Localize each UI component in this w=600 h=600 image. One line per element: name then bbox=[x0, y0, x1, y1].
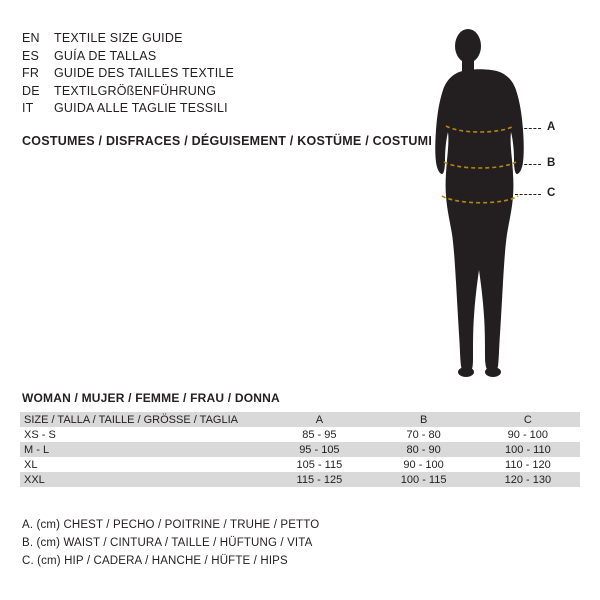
cell-size: XS - S bbox=[24, 428, 56, 441]
language-code: IT bbox=[22, 101, 34, 115]
cell-size: XL bbox=[24, 458, 38, 471]
table-row bbox=[20, 442, 580, 457]
measure-line-b bbox=[515, 164, 541, 165]
cell-b: 70 - 80 bbox=[406, 428, 441, 441]
cell-c: 100 - 110 bbox=[505, 443, 551, 456]
table-row bbox=[20, 427, 580, 442]
language-row bbox=[22, 30, 362, 48]
cell-b: 90 - 100 bbox=[403, 458, 444, 471]
column-header-c: C bbox=[523, 413, 532, 426]
table-section-title: WOMAN / MUJER / FEMME / FRAU / DONNA bbox=[22, 391, 280, 405]
cell-a: 105 - 115 bbox=[296, 458, 343, 471]
column-header-a: A bbox=[315, 413, 324, 426]
language-code: FR bbox=[22, 66, 40, 80]
cell-c: 110 - 120 bbox=[505, 458, 551, 471]
language-row bbox=[22, 100, 362, 118]
language-text: GUIDE DES TAILLES TEXTILE bbox=[54, 66, 235, 80]
cell-size: M - L bbox=[24, 443, 50, 456]
measure-label-a: A bbox=[547, 121, 556, 133]
measure-label-b: B bbox=[547, 157, 556, 169]
table-header-row bbox=[20, 412, 580, 427]
language-text: GUIDA ALLE TAGLIE TESSILI bbox=[54, 101, 228, 115]
measure-line-c bbox=[515, 194, 541, 195]
cell-a: 115 - 125 bbox=[296, 473, 343, 486]
legend-item-a: A. (cm) CHEST / PECHO / POITRINE / TRUHE / PETTO bbox=[22, 519, 320, 531]
measure-line-a bbox=[515, 128, 541, 129]
language-text: TEXTILGRÖßENFÜHRUNG bbox=[54, 83, 217, 98]
column-header-b: B bbox=[419, 413, 428, 426]
cell-c: 90 - 100 bbox=[507, 428, 549, 441]
silhouette-icon bbox=[400, 18, 590, 378]
cell-a: 85 - 95 bbox=[302, 428, 337, 441]
column-header-size: SIZE / TALLA / TAILLE / GRÖSSE / TAGLIA bbox=[24, 413, 238, 426]
female-silhouette-figure bbox=[400, 18, 590, 378]
size-table bbox=[20, 412, 580, 487]
costumes-subtitle: COSTUMES / DISFRACES / DÉGUISEMENT / KOSTÜME / COSTUMI bbox=[22, 134, 433, 148]
table-row bbox=[20, 472, 580, 487]
cell-b: 100 - 115 bbox=[400, 473, 447, 486]
language-code: EN bbox=[22, 31, 40, 45]
measure-label-c: C bbox=[547, 187, 556, 199]
measurement-legend bbox=[22, 516, 319, 570]
language-row bbox=[22, 65, 362, 83]
language-code: ES bbox=[22, 48, 40, 63]
language-code: DE bbox=[22, 83, 40, 98]
cell-c: 120 - 130 bbox=[504, 473, 552, 486]
language-row bbox=[22, 83, 362, 101]
cell-b: 80 - 90 bbox=[406, 443, 441, 456]
language-text: GUÍA DE TALLAS bbox=[54, 48, 157, 63]
language-row bbox=[22, 48, 362, 66]
legend-item-c: C. (cm) HIP / CADERA / HANCHE / HÜFTE / HIPS bbox=[22, 555, 288, 567]
legend-item-b: B. (cm) WAIST / CINTURA / TAILLE / HÜFTUNG / VITA bbox=[22, 537, 313, 549]
language-list bbox=[22, 30, 362, 118]
language-text: TEXTILE SIZE GUIDE bbox=[54, 31, 183, 45]
cell-size: XXL bbox=[24, 473, 45, 486]
table-row bbox=[20, 457, 580, 472]
cell-a: 95 - 105 bbox=[299, 443, 340, 456]
